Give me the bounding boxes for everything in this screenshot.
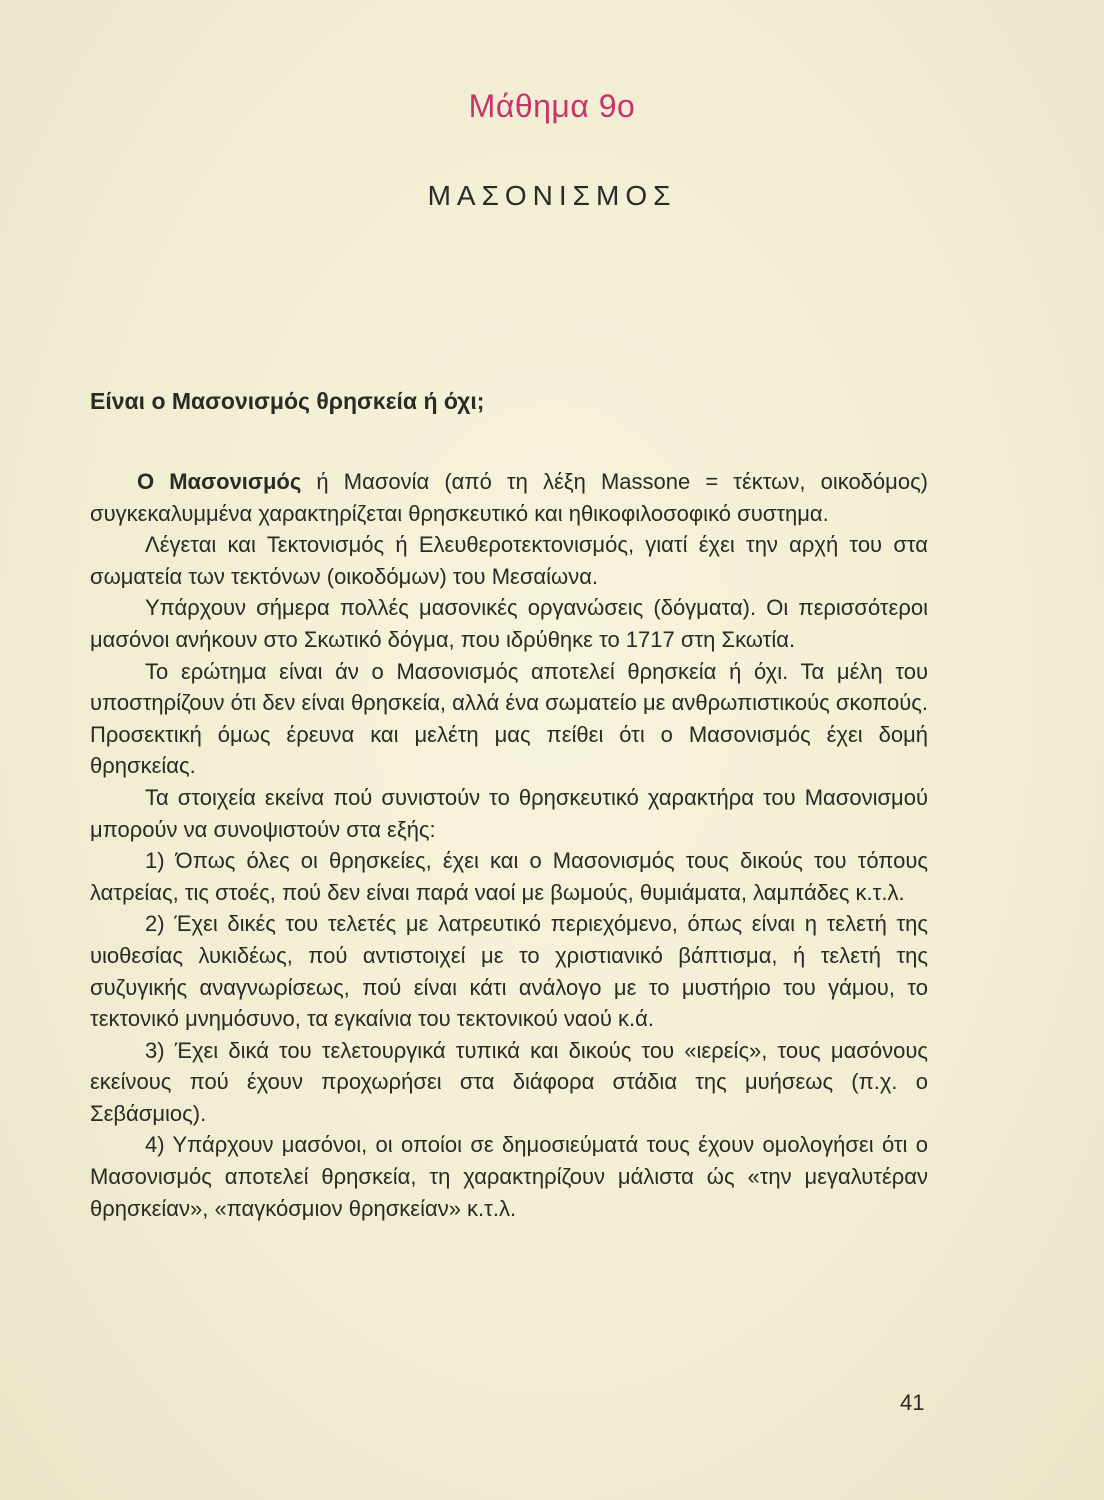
list-item-1: 1) Όπως όλες οι θρησκείες, έχει και ο Μασονισμός τους δικούς του τόπους λατρείας, τις στοές, πού δεν είναι παρά ναοί με βωμούς, θυμιάματα, λαμπάδες κ.τ.λ. bbox=[90, 848, 928, 905]
body-text bbox=[90, 466, 928, 1224]
paragraph-3: Υπάρχουν σήμερα πολλές μασονικές οργανώσεις (δόγματα). Οι περισσότεροι μασόνοι ανήκουν στο Σκωτικό δόγμα, που ιδρύθηκε το 1717 στη Σκωτία. bbox=[90, 595, 928, 652]
list-item-4: 4) Υπάρχουν μασόνοι, οι οποίοι σε δημοσιεύματά τους έχουν ομολογήσει ότι ο Μασονισμός αποτελεί θρησκεία, τη χαρακτηρίζουν μάλιστα ώς «την μεγαλυτέραν θρησκείαν», «παγκόσμιον θρησκείαν» κ.τ.λ. bbox=[90, 1132, 928, 1221]
paragraph-lead: Ο Μασονισμός bbox=[137, 469, 302, 494]
lesson-title: Μάθημα 9ο bbox=[468, 88, 636, 124]
list-item-2: 2) Έχει δικές του τελετές με λατρευτικό περιεχόμενο, όπως είναι η τελετή της υιοθεσίας λυκιδέως, πού αντιστοιχεί με το χριστιανικό βάπτισμα, ή τελετή της συζυγικής αναγνωρίσεως, πού είναι κάτι ανάλογο με το μυστήριο του γάμου, το τεκτονικό μνημόσυνο, τα εγκαίνια του τεκτονικού ναού κ.ά. bbox=[90, 911, 928, 1032]
paragraph-2: Λέγεται και Τεκτονισμός ή Ελευθεροτεκτονισμός, γιατί έχει την αρχή του στα σωματεία των τεκτόνων (οικοδόμων) του Μεσαίωνα. bbox=[90, 532, 928, 589]
list-item-3: 3) Έχει δικά του τελετουργικά τυπικά και δικούς του «ιερείς», τους μασόνους εκείνους πού έχουν προχωρήσει στα διάφορα στάδια της μυήσεως (π.χ. ο Σεβάσμιος). bbox=[90, 1037, 928, 1126]
paragraph-text: ή Μασονία (από τη λέξη Massone = τέκτων, οικοδόμος) συγκεκαλυμμένα χαρακτηρίζεται θρησκευτικό και ηθικοφιλοσοφικό συστημα. bbox=[90, 469, 928, 526]
paragraph-5: Τα στοιχεία εκείνα πού συνιστούν το θρησκευτικό χαρακτήρα του Μασονισμού μπορούν να συνοψιστούν στα εξής: bbox=[90, 784, 928, 842]
question-heading: Είναι ο Μασονισμός θρησκεία ή όχι; bbox=[90, 388, 485, 414]
paragraph-4: Το ερώτημα είναι άν ο Μασονισμός αποτελεί θρησκεία ή όχι. Τα μέλη του υποστηρίζουν ότι δεν είναι θρησκεία, αλλά ένα σωματείο με ανθρωπιστικούς σκοπούς. Προσεκτική όμως έρευνα και μελέτη μας πείθει ότι ο Μασονισμός έχει δομή θρησκείας. bbox=[90, 658, 928, 779]
section-title: ΜΑΣΟΝΙΣΜΟΣ bbox=[427, 180, 677, 211]
page-number: 41 bbox=[900, 1390, 925, 1415]
paragraph-1 bbox=[90, 466, 928, 529]
